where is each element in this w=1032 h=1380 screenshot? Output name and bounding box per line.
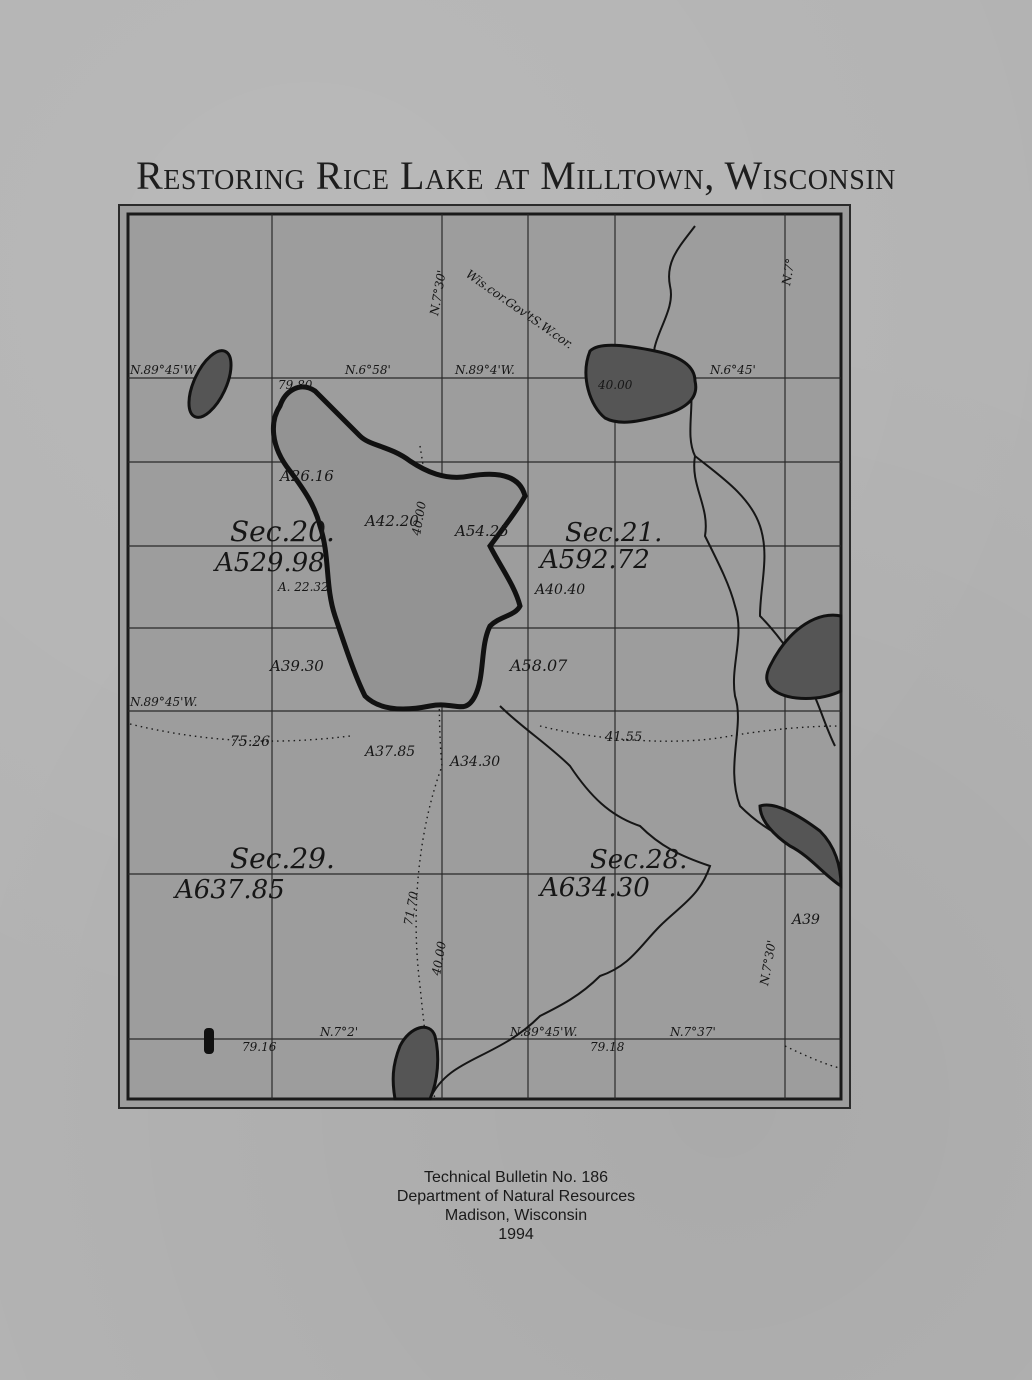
- bearing-n89-45: N.89°45'W: [130, 363, 196, 377]
- bearing-n89-4: N.89°4'W.: [455, 363, 515, 377]
- lot-4220: A42.20: [365, 512, 419, 530]
- location: Madison, Wisconsin: [444, 1207, 588, 1224]
- bearing-n7-30-top: N.7°30': [427, 269, 449, 317]
- lot-7918: 79.18: [590, 1040, 625, 1054]
- year: 1994: [498, 1226, 534, 1243]
- lot-3430: A34.30: [450, 754, 501, 770]
- lot-4155: 41.55: [605, 730, 643, 745]
- lot-4000-b: 40.00: [429, 940, 449, 977]
- survey-map: [118, 204, 851, 1109]
- bearing-n7-right: N.7°: [779, 257, 798, 287]
- bulletin-number: Technical Bulletin No. 186: [423, 1169, 609, 1186]
- lot-4040: A40.40: [535, 582, 586, 598]
- lot-7980: 79.80: [278, 378, 313, 392]
- bearing-n7-37: N.7°37': [670, 1025, 716, 1039]
- page-title: Restoring Rice Lake at Milltown, Wisconsin: [136, 153, 896, 198]
- small-lake-south: [393, 1027, 438, 1099]
- section-20-label: Sec.20.: [230, 515, 335, 548]
- section-21-area: A592.72: [540, 545, 650, 575]
- publisher: Department of Natural Resources: [396, 1188, 636, 1205]
- bearing-n7-30-bottom: N.7°30': [757, 939, 779, 987]
- bearing-n89-45c: N.89°45'W.: [130, 695, 198, 709]
- lot-7916: 79.16: [242, 1040, 277, 1054]
- lot-3785: A37.85: [365, 744, 416, 760]
- section-28-area: A634.30: [540, 873, 650, 903]
- small-lake-west: [180, 345, 239, 424]
- lot-2616: A26.16: [280, 467, 334, 485]
- lot-7170: 71.70: [401, 890, 421, 927]
- bearing-n6-58: N.6°58': [345, 363, 391, 377]
- lot-5425: A54.25: [455, 522, 509, 540]
- section-20-area: A529.98: [215, 548, 325, 578]
- bearing-n89-45b: N.89°45'W.: [510, 1025, 578, 1039]
- section-29-label: Sec.29.: [230, 842, 335, 875]
- lot-3930: A39.30: [270, 657, 324, 675]
- bearing-n7-2: N.7°2': [320, 1025, 359, 1039]
- lot-4000-a: 40.00: [409, 500, 429, 537]
- lot-2232: A. 22.32: [278, 580, 329, 594]
- section-28-label: Sec.28.: [590, 845, 688, 875]
- river-upper: [654, 226, 841, 871]
- lot-5807: A58.07: [510, 656, 568, 675]
- lot-7526: 75.26: [230, 734, 271, 750]
- section-21-label: Sec.21.: [565, 518, 663, 548]
- publication-info: [0, 1168, 1032, 1244]
- lot-3939: A39: [792, 912, 820, 928]
- map-drawing: [120, 206, 849, 1107]
- section-29-area: A637.85: [175, 875, 285, 905]
- bearing-n6-45: N.6°45': [710, 363, 756, 377]
- wis-cor-note: Wis.cor.Gov'tS.W.cor.: [463, 266, 576, 352]
- lot-4000-top: 40.00: [598, 378, 633, 392]
- small-marker: [204, 1028, 214, 1054]
